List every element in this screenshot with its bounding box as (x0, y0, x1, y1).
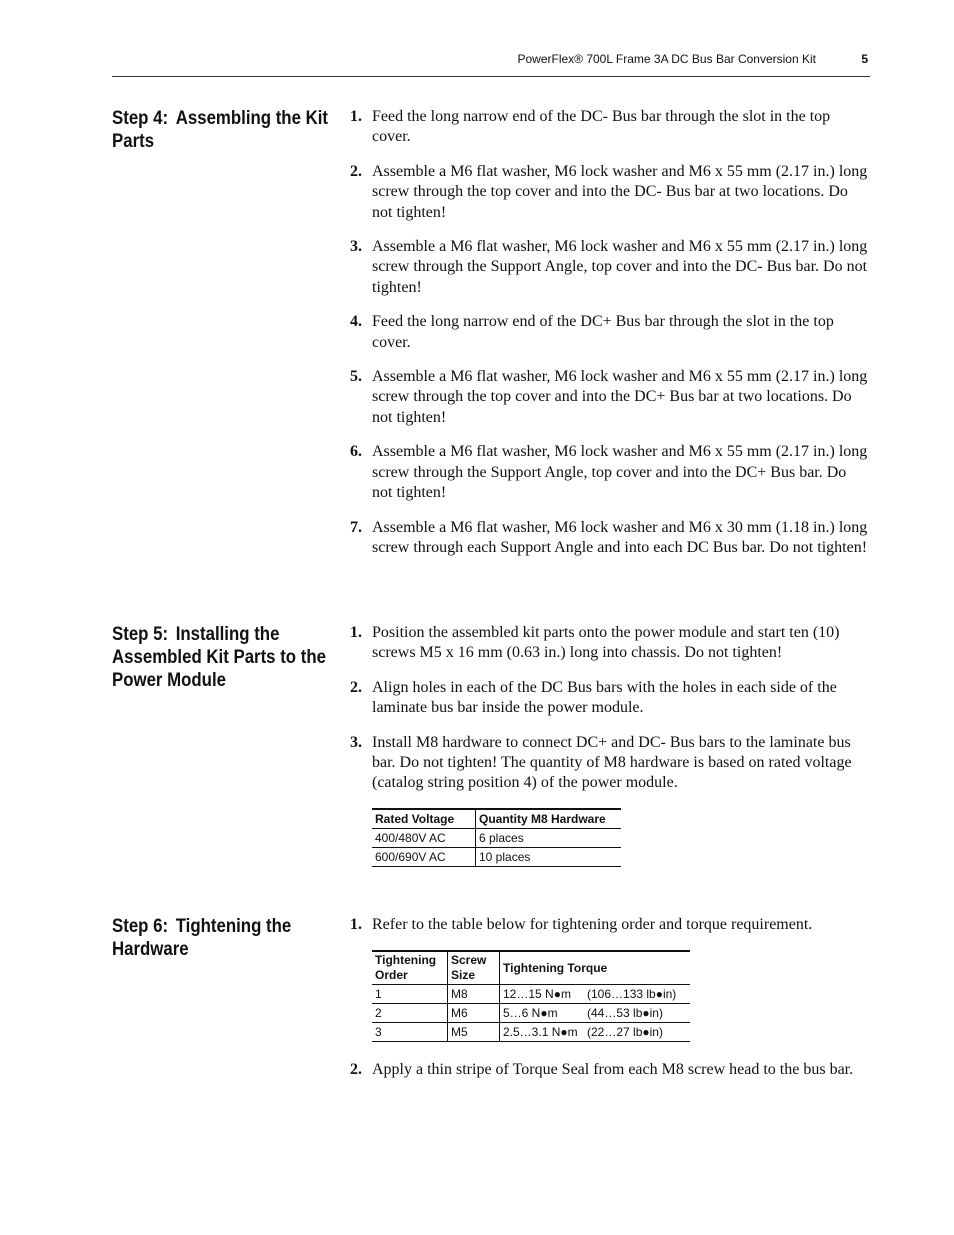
table-row: 1 M8 12…15 N●m (106…133 lb●in) (372, 985, 690, 1004)
step-5-heading (112, 623, 342, 692)
list-item: 5. Assemble a M6 flat washer, M6 lock washer and M6 x 55 mm (2.17 in.) long screw through the top cover and into the DC+ Bus bar at two locations. Do not tighten! (350, 368, 868, 426)
list-item: 1. Refer to the table below for tightening order and torque requirement. (350, 916, 813, 933)
table-row: 400/480V AC 6 places (372, 829, 621, 848)
table-header: Tightening Torque (500, 951, 691, 985)
step-4-list (350, 107, 870, 572)
step-6-list-a (350, 915, 870, 949)
step-6-list-b (350, 1060, 870, 1094)
list-item: 3. Assemble a M6 flat washer, M6 lock washer and M6 x 55 mm (2.17 in.) long screw through the Support Angle, top cover and into the DC- Bus bar. Do not tighten! (350, 238, 868, 296)
step-6-label: Step 6: (112, 916, 169, 937)
table-header: Rated Voltage (372, 809, 476, 829)
table-header: Screw Size (448, 951, 500, 985)
header-title: PowerFlex® 700L Frame 3A DC Bus Bar Conversion Kit (517, 52, 816, 66)
rated-voltage-table (372, 808, 621, 867)
table-header: Quantity M8 Hardware (476, 809, 622, 829)
tightening-torque-table (372, 950, 690, 1042)
list-item: 7. Assemble a M6 flat washer, M6 lock washer and M6 x 30 mm (1.18 in.) long screw through each Support Angle and into each DC Bus bar. Do not tighten! (350, 518, 868, 556)
step-6-title: Tightening the Hardware (112, 916, 292, 960)
table-row: 600/690V AC 10 places (372, 848, 621, 867)
step-5-label: Step 5: (112, 624, 169, 645)
table-header: Tightening Order (372, 951, 448, 985)
step-6-heading (112, 915, 342, 961)
list-item: 4. Feed the long narrow end of the DC+ Bus bar through the slot in the top cover. (350, 313, 834, 351)
step-4-label: Step 4: (112, 108, 169, 129)
page-header (112, 52, 870, 77)
step-5-list (350, 623, 870, 808)
list-item: 2. Assemble a M6 flat washer, M6 lock washer and M6 x 55 mm (2.17 in.) long screw through the top cover and into the DC- Bus bar at two locations. Do not tighten! (350, 162, 868, 221)
list-item: 1. Feed the long narrow end of the DC- Bus bar through the slot in the top cover. (350, 108, 831, 146)
step-4-heading (112, 107, 342, 153)
table-row: 2 M6 5…6 N●m (44…53 lb●in) (372, 1004, 690, 1023)
table-header-row (372, 809, 621, 829)
table-row: 3 M5 2.5…3.1 N●m (22…27 lb●in) (372, 1023, 690, 1042)
page-number: 5 (861, 52, 868, 66)
list-item: 6. Assemble a M6 flat washer, M6 lock washer and M6 x 55 mm (2.17 in.) long screw through the Support Angle, top cover and into the DC+ Bus bar. Do not tighten! (350, 443, 868, 502)
step-4-title: Assembling the Kit Parts (112, 108, 329, 152)
list-item: 1. Position the assembled kit parts onto the power module and start ten (10) screws M5 x 16 mm (0.63 in.) long into chassis. Do not tighten! (350, 624, 840, 662)
table-header-row (372, 951, 690, 985)
step-5-title: Installing the Assembled Kit Parts to the Power Module (112, 624, 326, 691)
list-item: 2. Apply a thin stripe of Torque Seal from each M8 screw head to the bus bar. (350, 1061, 854, 1078)
list-item: 2. Align holes in each of the DC Bus bars with the holes in each side of the laminate bus bar inside the power module. (350, 678, 837, 717)
list-item: 3. Install M8 hardware to connect DC+ and DC- Bus bars to the laminate bus bar. Do not tighten! The quantity of M8 hardware is based on rated voltage (catalog string position 4) of the power module. (350, 733, 852, 792)
